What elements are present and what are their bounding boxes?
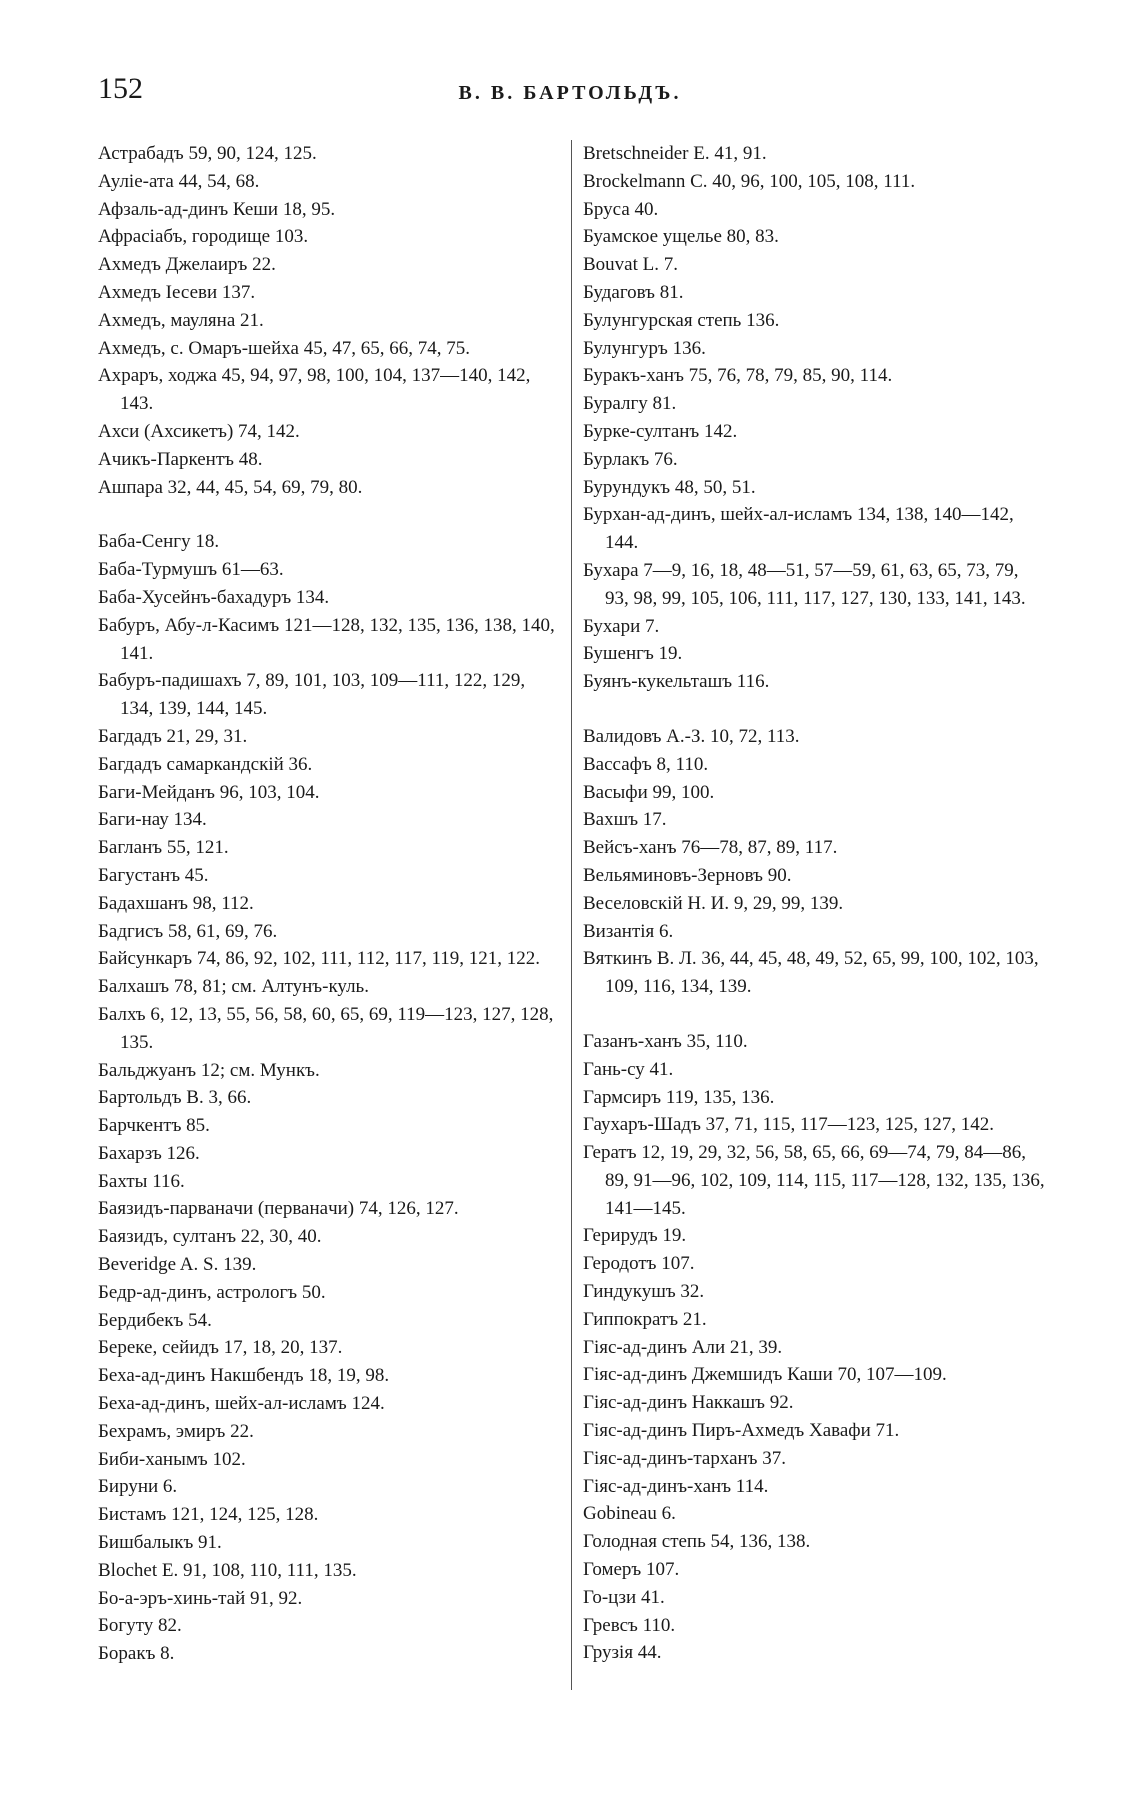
index-entry: Гератъ 12, 19, 29, 32, 56, 58, 65, 66, 69—74, 79, 84—86, 89, 91—96, 102, 109, 114, 115, 117—128, 132, 135, 136, 141—145. [583, 1142, 1045, 1219]
index-entry: Веселовскій Н. И. 9, 29, 99, 139. [583, 892, 844, 914]
index-entry: Гань-су 41. [583, 1058, 674, 1080]
index-entry: Балхашъ 78, 81; см. Алтунъ-куль. [98, 976, 369, 998]
index-entry: Баязидъ, султанъ 22, 30, 40. [98, 1226, 322, 1248]
index-entry: Васыфи 99, 100. [583, 781, 715, 803]
index-column-left [98, 140, 560, 1668]
index-entry: Беха-ад-динъ Накшбендъ 18, 19, 98. [98, 1365, 390, 1387]
index-entry: Бо-а-эръ-хинь-тай 91, 92. [98, 1587, 303, 1609]
index-entry: Ахмедъ, мауляна 21. [98, 309, 264, 331]
index-entry: Бурке-султанъ 142. [583, 420, 738, 442]
index-entry: Голодная степь 54, 136, 138. [583, 1531, 811, 1553]
index-entry: Beveridge A. S. 139. [98, 1254, 257, 1276]
index-letter-group [583, 723, 1045, 1001]
index-entry: Вельяминовъ-Зерновъ 90. [583, 864, 792, 886]
index-entry: Бадгисъ 58, 61, 69, 76. [98, 920, 278, 942]
index-entry: Ахмедъ Джелаиръ 22. [98, 254, 276, 276]
index-entry: Ахмедъ Іесеви 137. [98, 281, 256, 303]
index-entry: Баба-Хусейнъ-бахадуръ 134. [98, 586, 330, 608]
page-number: 152 [98, 72, 143, 105]
index-entry: Багдадъ 21, 29, 31. [98, 725, 248, 747]
index-entry: Багланъ 55, 121. [98, 837, 229, 859]
index-entry: Беха-ад-динъ, шейх-ал-исламъ 124. [98, 1393, 385, 1415]
index-entry: Ачикъ-Паркентъ 48. [98, 448, 263, 470]
index-entry: Бруса 40. [583, 198, 659, 220]
index-entry: Баги-Мейданъ 96, 103, 104. [98, 781, 320, 803]
index-entry: Багустанъ 45. [98, 864, 209, 886]
index-entry: Биби-ханымъ 102. [98, 1448, 246, 1470]
index-entry: Гіяс-ад-динъ Пиръ-Ахмедъ Хавафи 71. [583, 1420, 900, 1442]
index-entry: Ауліе-ата 44, 54, 68. [98, 170, 260, 192]
index-entry: Бартольдъ В. 3, 66. [98, 1087, 252, 1109]
index-entry: Бухара 7—9, 16, 18, 48—51, 57—59, 61, 63, 65, 73, 79, 93, 98, 99, 105, 106, 111, 117, 127, 130, 133, 141, 143. [583, 559, 1026, 609]
index-entry: Бердибекъ 54. [98, 1309, 212, 1331]
index-entry: Вассафъ 8, 110. [583, 753, 709, 775]
index-letter-group [583, 140, 1045, 696]
index-entry: Богуту 82. [98, 1615, 182, 1637]
index-entry: Ахси (Ахсикетъ) 74, 142. [98, 420, 300, 442]
index-letter-group [583, 1028, 1045, 1667]
index-entry: Го-цзи 41. [583, 1586, 665, 1608]
index-entry: Гиппократъ 21. [583, 1308, 707, 1330]
index-entry: Bretschneider E. 41, 91. [583, 143, 767, 164]
index-entry: Бабуръ, Абу-л-Касимъ 121—128, 132, 135, 136, 138, 140, 141. [98, 614, 555, 664]
index-entry: Бахты 116. [98, 1170, 185, 1192]
index-entry: Балхъ 6, 12, 13, 55, 56, 58, 60, 65, 69, 119—123, 127, 128, 135. [98, 1003, 554, 1053]
index-entry: Булунгурская степь 136. [583, 309, 780, 331]
index-entry: Гіяс-ад-динъ Наккашъ 92. [583, 1392, 794, 1414]
index-entry: Баба-Сенгу 18. [98, 531, 220, 553]
index-entry: Афзаль-ад-динъ Кеши 18, 95. [98, 198, 336, 220]
index-entry: Баги-нау 134. [98, 809, 207, 831]
index-entry: Бабуръ-падишахъ 7, 89, 101, 103, 109—111, 122, 129, 134, 139, 144, 145. [98, 670, 526, 720]
index-entry: Буралгу 81. [583, 393, 677, 415]
running-title: В. В. БАРТОЛЬДЪ. [458, 82, 682, 104]
index-entry: Будаговъ 81. [583, 281, 684, 303]
index-entry: Бурхан-ад-динъ, шейх-ал-исламъ 134, 138, 140—142, 144. [583, 504, 1014, 554]
index-entry: Ахмедъ, с. Омаръ-шейха 45, 47, 65, 66, 74, 75. [98, 337, 470, 359]
index-entry: Бируни 6. [98, 1476, 178, 1498]
index-entry: Бистамъ 121, 124, 125, 128. [98, 1504, 319, 1526]
index-entry: Гревсъ 110. [583, 1614, 676, 1636]
index-entry: Blochet E. 91, 108, 110, 111, 135. [98, 1559, 357, 1581]
index-entry: Бальджуанъ 12; см. Мункъ. [98, 1059, 320, 1081]
index-entry: Афрасіабъ, городище 103. [98, 226, 309, 248]
index-entry: Вейсъ-ханъ 76—78, 87, 89, 117. [583, 837, 838, 859]
index-entry: Багдадъ самаркандскій 36. [98, 753, 313, 775]
index-letter-group [98, 140, 560, 501]
index-entry: Бехрамъ, эмиръ 22. [98, 1420, 254, 1442]
index-entry: Гомеръ 107. [583, 1559, 680, 1581]
index-entry: Герирудъ 19. [583, 1225, 687, 1247]
index-entry: Византія 6. [583, 920, 674, 942]
index-entry: Баязидъ-парванaчи (перванaчи) 74, 126, 127. [98, 1198, 459, 1220]
index-entry: Гіяс-ад-динъ Али 21, 39. [583, 1336, 783, 1358]
index-entry: Вяткинъ В. Л. 36, 44, 45, 48, 49, 52, 65, 99, 100, 102, 103, 109, 116, 134, 139. [583, 948, 1039, 998]
index-entry: Буракъ-ханъ 75, 76, 78, 79, 85, 90, 114. [583, 365, 893, 387]
index-entry: Gobineau 6. [583, 1503, 676, 1525]
index-column-right [583, 140, 1045, 1667]
index-entry: Вахшъ 17. [583, 809, 667, 831]
index-entry: Гаухаръ-Шадъ 37, 71, 115, 117—123, 125, 127, 142. [583, 1114, 994, 1136]
index-entry: Байсункаръ 74, 86, 92, 102, 111, 112, 117, 119, 121, 122. [98, 948, 541, 970]
index-entry: Гіяс-ад-динъ Джемшидъ Каши 70, 107—109. [583, 1364, 947, 1386]
index-entry: Гіяс-ад-динъ-ханъ 114. [583, 1475, 769, 1497]
index-entry: Булунгуръ 136. [583, 337, 706, 359]
index-entry: Brockelmann C. 40, 96, 100, 105, 108, 111. [583, 170, 916, 192]
index-entry: Береке, сейидъ 17, 18, 20, 137. [98, 1337, 343, 1359]
index-letter-group [98, 528, 560, 1668]
index-entry: Бухари 7. [583, 615, 660, 637]
index-entry: Грузія 44. [583, 1642, 662, 1664]
index-entry: Бурундукъ 48, 50, 51. [583, 476, 756, 498]
index-entry: Астрабадъ 59, 90, 124, 125. [98, 143, 317, 164]
index-entry: Геродотъ 107. [583, 1253, 695, 1275]
index-entry: Ахраръ, ходжа 45, 94, 97, 98, 100, 104, 137—140, 142, 143. [98, 365, 531, 415]
index-entry: Ашпара 32, 44, 45, 54, 69, 79, 80. [98, 476, 363, 498]
index-entry: Валидовъ А.-З. 10, 72, 113. [583, 725, 800, 747]
index-entry: Бадахшанъ 98, 112. [98, 892, 254, 914]
index-entry: Бахарзъ 126. [98, 1142, 200, 1164]
index-entry: Бедр-ад-динъ, астрологъ 50. [98, 1281, 326, 1303]
index-entry: Бурлакъ 76. [583, 448, 678, 470]
index-entry: Гармсиръ 119, 135, 136. [583, 1086, 775, 1108]
index-entry: Гиндукушъ 32. [583, 1281, 705, 1303]
index-entry: Бишбалыкъ 91. [98, 1532, 222, 1554]
index-entry: Газанъ-ханъ 35, 110. [583, 1030, 748, 1052]
column-divider [571, 140, 572, 1690]
index-entry: Боракъ 8. [98, 1643, 175, 1665]
index-entry: Bouvat L. 7. [583, 254, 678, 276]
index-entry: Гіяс-ад-динъ-тарханъ 37. [583, 1447, 786, 1469]
index-entry: Бушенгъ 19. [583, 643, 683, 665]
index-entry: Буамское ущелье 80, 83. [583, 226, 779, 248]
index-entry: Барчкентъ 85. [98, 1115, 210, 1137]
index-entry: Баба-Турмушъ 61—63. [98, 559, 284, 581]
index-entry: Буянъ-кукельташъ 116. [583, 671, 770, 693]
